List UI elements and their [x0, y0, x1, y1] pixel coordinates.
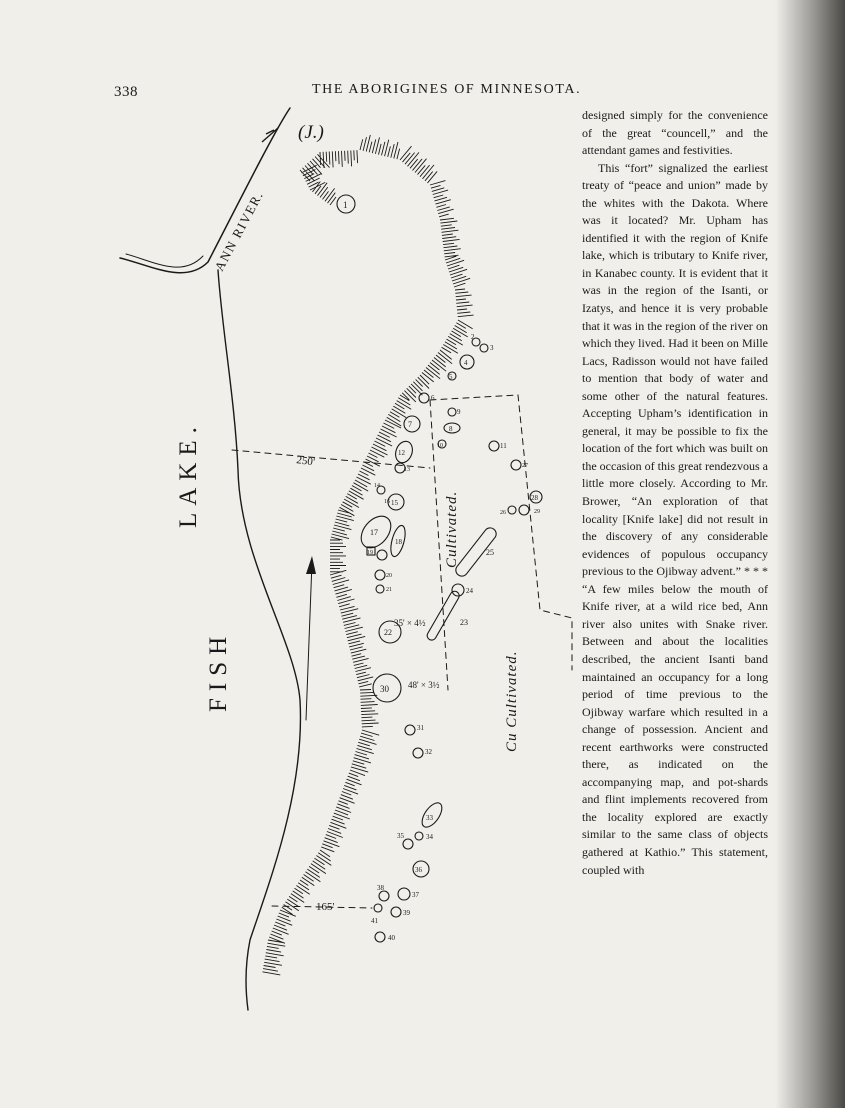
mound-18b — [377, 550, 387, 560]
mound-27 — [511, 460, 521, 470]
mound-label: 34 — [426, 833, 433, 841]
mound-label: 19 — [367, 550, 373, 556]
river-flow-arrow — [262, 128, 278, 142]
mound-label: 41 — [371, 917, 378, 925]
dimension-label-165: 165' — [316, 901, 335, 913]
mound-label: 40 — [388, 934, 395, 942]
mound-label: 13 — [404, 467, 410, 473]
paragraph-1: designed simply for the convenience of the great “councell,” and the attendant games and festivities. — [582, 108, 768, 158]
mound-label: 32 — [425, 748, 432, 756]
mound-label: 25 — [486, 548, 494, 557]
paragraph-2: This “fort” signalized the earliest treaty of “peace and union” made by the whites with the Dakota. Where was it located? Mr. Upham has identified it with the region of Knife lake, which is tributary to Knife river, in Kanabec county. It is evident that it was in the region of the Isanti, or Izatys, and hence it is very probable that it was in the region of the river on which they lived. Had it been on Mille Lacs, Radisson would not have failed to mention that body of water and some other of the natural features. Accepting Upham’s identification in general, it may be possible to fix the location of the fort which was built on the occasion of this great rendezvous a little more closely. According to Mr. Brower, “An exploration of that locality [Knife lake] did not result in the discovery of any considerable evidences of populous occupancy previous to the Ojibway advent.” * * * “A few miles below the mouth of Knife river, at a wild rice bed, Ann river also unites with Snake river. Between and about the localities described, the ancient Isanti band maintained an occupancy for a long period of time previous to the Ojibway warfare which resulted in a change of possession. Ancient and recent earthworks were constructed there, as indicated on the accompanying map, and pot-shards and flint implements recovered from the locality explored are exactly similar to the same class of objects gathered at Kathio.” This statement, coupled with — [582, 160, 768, 877]
page-number: 338 — [114, 84, 138, 100]
mound-32 — [413, 748, 423, 758]
mound-label: 7 — [408, 420, 412, 429]
mound-label: 12 — [398, 449, 405, 457]
mound-label: 15 — [391, 499, 398, 507]
cultivated-label-lower: Cu Cultivated. — [504, 650, 520, 752]
mound-24 — [452, 584, 464, 596]
mound-37 — [398, 888, 410, 900]
mound-30-dimension: 48' × 3½ — [408, 680, 440, 690]
ann-river-line — [120, 108, 290, 273]
mound-label: 4 — [464, 359, 468, 367]
mound-label: 35 — [397, 832, 404, 840]
mound-label: 38 — [377, 884, 384, 892]
survey-line — [306, 562, 312, 720]
running-head: THE ABORIGINES OF MINNESOTA. — [312, 82, 582, 97]
dimension-label-250: 250' — [295, 454, 316, 469]
mound-label: 16 — [384, 499, 390, 505]
mound-20 — [375, 570, 385, 580]
mound-label: 9 — [457, 408, 461, 416]
mound-11 — [489, 441, 499, 451]
cultivated-label-upper: Cultivated. — [444, 490, 460, 568]
river-label: ANN RIVER. — [211, 188, 267, 274]
mound-label: 23 — [460, 618, 468, 627]
mound-label: 18 — [395, 538, 402, 546]
mound-22-dimension: 35' × 4½ — [394, 618, 426, 628]
mound-3 — [480, 344, 488, 352]
mound-label: 5 — [449, 373, 453, 381]
mound-label: 3 — [490, 344, 494, 352]
mound-label: 33 — [426, 814, 433, 822]
mound-39 — [391, 907, 401, 917]
mound-label: 1 — [343, 200, 348, 210]
mound-label: 30 — [380, 684, 389, 694]
ann-river-bank — [126, 254, 203, 267]
mound-38 — [379, 891, 389, 901]
mound-label: 21 — [386, 587, 392, 593]
mound-label: 14 — [374, 483, 380, 489]
mound-21 — [376, 585, 384, 593]
mound-label: 31 — [417, 724, 424, 732]
map-labels — [175, 122, 540, 942]
mound-label: 37 — [412, 891, 419, 899]
mound-label: 27 — [522, 463, 528, 469]
mound-label: 22 — [384, 628, 392, 637]
mound-label: 11 — [500, 442, 507, 450]
mound-26 — [508, 506, 516, 514]
mound-35 — [403, 839, 413, 849]
mound-label: 10 — [437, 443, 443, 449]
mound-label: 28 — [531, 494, 538, 502]
body-text-column — [582, 107, 768, 879]
mound-23 — [426, 590, 461, 642]
mound-label: 39 — [403, 909, 410, 917]
mound-label: 2 — [471, 333, 475, 341]
mound-7 — [404, 416, 420, 432]
mound-40 — [375, 932, 385, 942]
mound-label: 29 — [534, 509, 540, 515]
lake-label-lake: LAKE. — [175, 420, 202, 528]
mound-label: 36 — [415, 866, 422, 874]
survey-arrow — [306, 556, 316, 574]
mound-label: 24 — [466, 587, 473, 595]
mound-label: 8 — [449, 425, 453, 433]
mound-31 — [405, 725, 415, 735]
figure-label: (J.) — [298, 122, 324, 143]
mounds — [337, 195, 542, 942]
lake-label-fish: FISH — [205, 629, 232, 712]
mound-9 — [448, 408, 456, 416]
mound-41 — [374, 904, 382, 912]
mound-34 — [415, 832, 423, 840]
map-lines — [120, 108, 572, 1010]
mound-label: 17 — [370, 528, 378, 537]
mound-label: 20 — [386, 573, 392, 579]
mound-6 — [419, 393, 429, 403]
mound-label: 6 — [431, 394, 435, 402]
mound-label: 26 — [500, 510, 506, 516]
mound-29 — [519, 505, 529, 515]
